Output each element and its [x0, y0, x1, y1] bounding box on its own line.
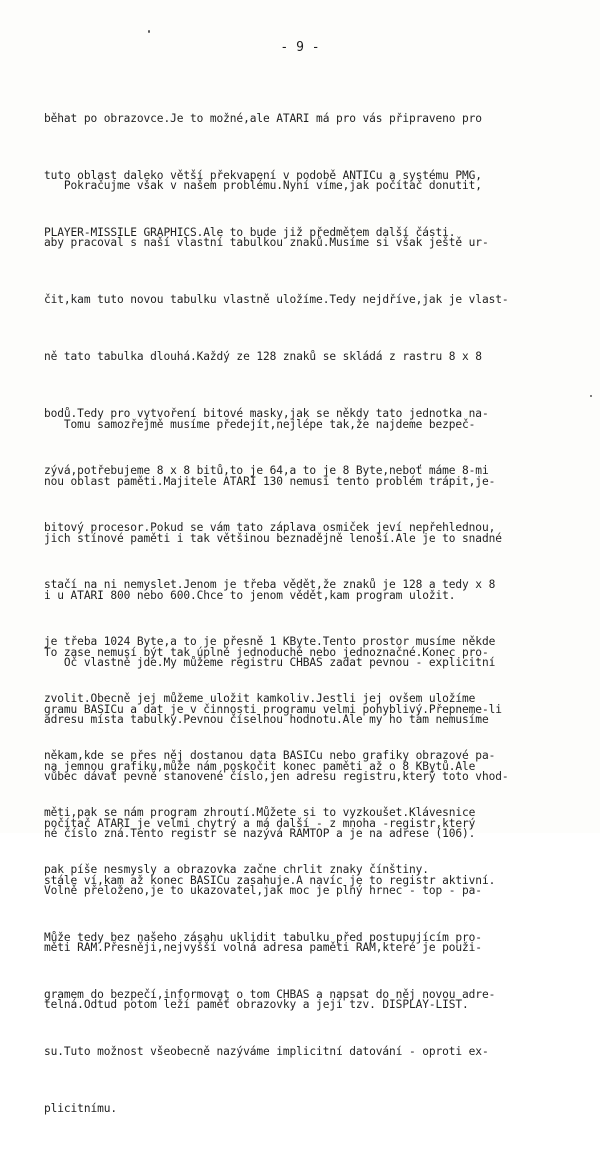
text-line: počítač ATARI je velmi chytrý a má další - z mnoha -registr,který — [44, 817, 476, 830]
text-line: zvolit.Obecně jej můžeme uložit kamkoliv.Jestli jej ovšem uložíme — [44, 692, 476, 705]
text-line: Může tedy bez našeho zásahu uklidit tabulku před postupujícím pro- — [44, 931, 482, 944]
text-line: su.Tuto možnost všeobecně nazýváme implicitní datování - oproti ex- — [44, 1045, 489, 1058]
text-line: Volně přeloženo,je to ukazovatel,jak moc je plný hrnec - top - pa- — [44, 884, 482, 897]
text-line: na jemnou grafiku,může nám poskočit konec paměti až o 8 KBytů.Ale — [44, 760, 476, 773]
text-line: čit,kam tuto novou tabulku vlastně uložíme.Tedy nejdříve,jak je vlast- — [44, 293, 509, 306]
text-line: pak píše nesmysly a obrazovka začne chrlit znaky čínštiny. — [44, 863, 429, 876]
text-line: gramem do bezpečí,informovat o tom CHBAS a napsat do něj novou adre- — [44, 988, 496, 1001]
text-line: To zase nemusí být tak úplně jednoduché nebo jednoznačné.Konec pro- — [44, 646, 489, 659]
text-line: telná.Odtud potom leží paměť obrazovky a její tzv. DISPLAY-LIST. — [44, 998, 469, 1011]
text-line: stačí na ni nemyslet.Jenom je třeba vědět,že znaků je 128 a tedy x 8 — [44, 578, 496, 591]
page-number: - 9 - — [280, 40, 320, 55]
text-line: jich stínové paměti i tak většinou beznadějně lenoší.Ale je to snadné — [44, 532, 502, 545]
text-line: zývá,potřebujeme 8 x 8 bitů,to je 64,a to je 8 Byte,neboť máme 8-mi — [44, 464, 489, 477]
text-line: né číslo zná.Tento registr se nazývá RAMTOP a je na adrese (106). — [44, 827, 476, 840]
scan-speck — [148, 30, 150, 33]
text-line: běhat po obrazovce.Je to možné,ale ATARI má pro vás připraveno pro — [44, 112, 482, 125]
text-line: plicitnímu. — [44, 1102, 117, 1115]
text-line: stále ví,kam až konec BASICu zasahuje.A navíc je to registr aktivní. — [44, 874, 496, 887]
text-line: Tomu samozřejmě musíme předejít,nejlépe tak,že najdeme bezpeč- — [44, 418, 476, 431]
text-line: Oč vlastně jde.My můžeme registru CHBAS zadat pevnou - explicitní — [44, 656, 496, 669]
text-line: ně tato tabulka dlouhá.Každý ze 128 znaků se skládá z rastru 8 x 8 — [44, 350, 482, 363]
text-line: gramu BASICu a dat je v činnosti programu velmi pohyblivý.Přepneme-li — [44, 703, 502, 716]
text-line: tuto oblast daleko větší překvapení v podobě ANTICu a systému PMG, — [44, 169, 482, 182]
paragraph-4 — [44, 615, 570, 1052]
text-line: nou oblast paměti.Majitele ATARI 130 nemusí tento problém trápit,je- — [44, 475, 496, 488]
text-line: někam,kde se přes něj dostanou data BASICu nebo grafiky obrazové pa- — [44, 749, 496, 762]
text-line: adresu místa tabulky.Pevnou číselnou hodnotu.Ale my ho tam nemusíme — [44, 713, 489, 726]
text-line: bodů.Tedy pro vytvoření bitové masky,jak se někdy tato jednotka na- — [44, 407, 489, 420]
text-line: měti,pak se nám program zhroutí.Můžete si to vyzkoušet.Klávesnice — [44, 806, 476, 819]
text-line: je třeba 1024 Byte,a to je přesně 1 KByte.Tento prostor musíme někde — [44, 635, 496, 648]
text-line: vůbec dávat pevně stanovené číslo,jen adresu registru,který toto vhod- — [44, 770, 509, 783]
text-line: i u ATARI 800 nebo 600.Chce to jenom vědět,kam program uložit. — [44, 589, 456, 602]
text-line: Pokračujme však v našem problému.Nyní víme,jak počítač donutit, — [44, 179, 482, 192]
scan-speck — [590, 395, 592, 397]
text-line: měti RAM.Přesněji,nejvyšší volná adresa paměti RAM,které je použi- — [44, 941, 482, 954]
text-line: aby pracoval s naší vlastní tabulkou znaků.Musíme si však ještě ur- — [44, 236, 489, 249]
text-line: PLAYER-MISSILE GRAPHICS.Ale to bude již předmětem další části. — [44, 226, 456, 239]
text-line: bitový procesor.Pokud se vám tato záplava osmiček jeví nepřehlednou, — [44, 521, 496, 534]
